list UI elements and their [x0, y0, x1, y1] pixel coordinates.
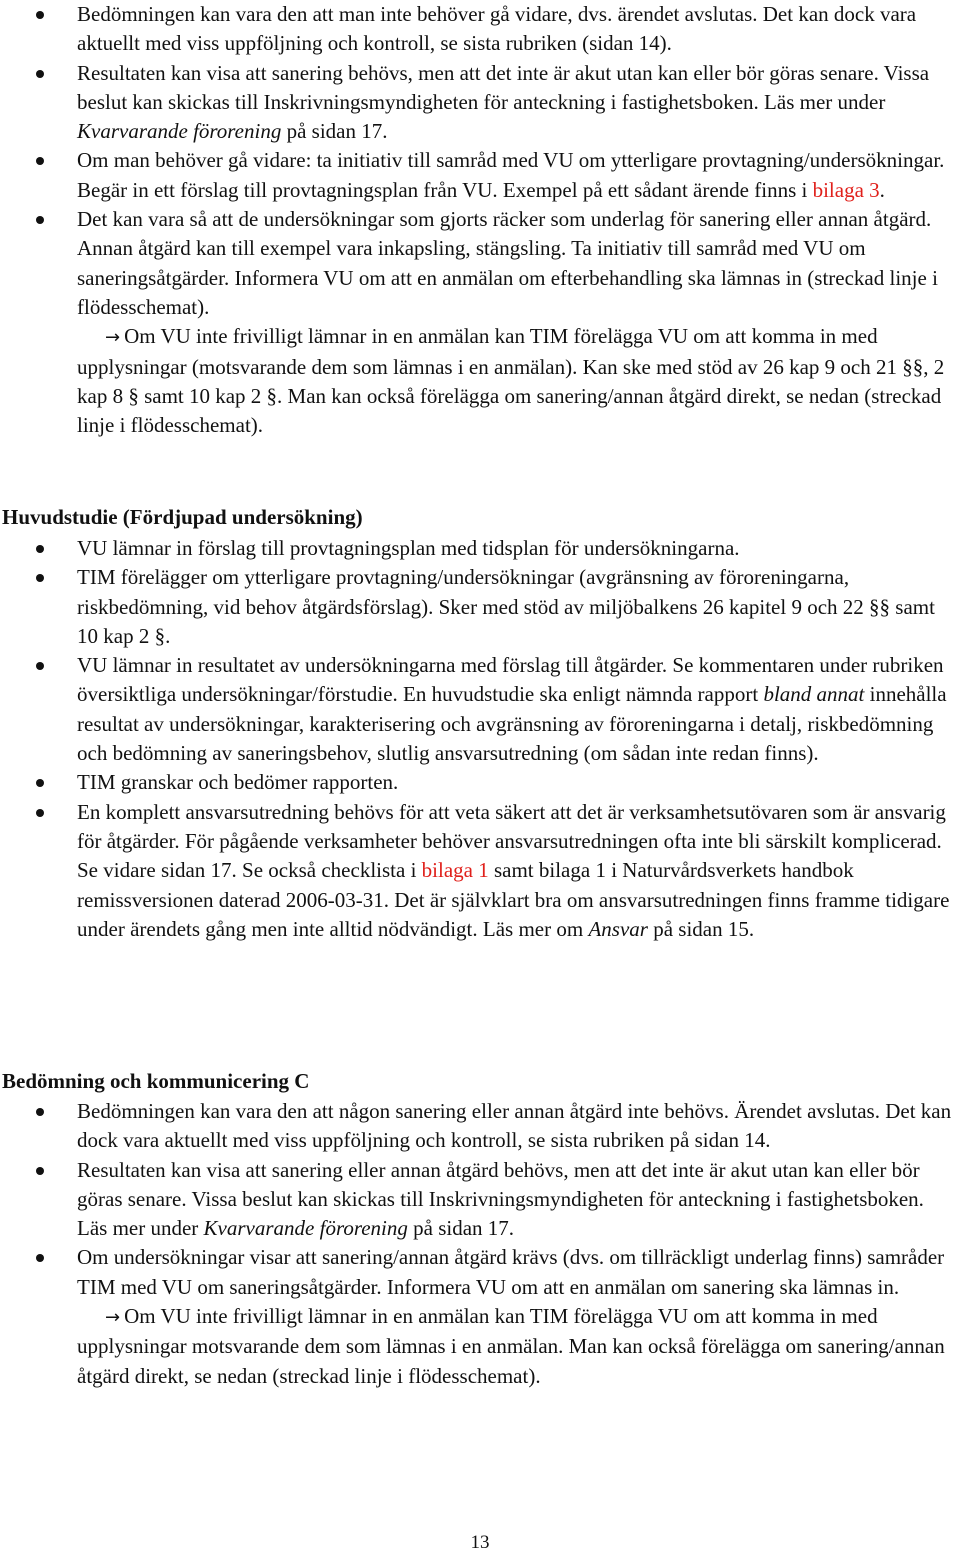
- bullet-text: Resultaten kan visa att sanering behövs, men att det inte är akut utan kan eller bör göras senare. Vissa beslut kan skickas till Inskrivningsmyndigheten för anteckning i fastighetsboken. Läs mer under: [77, 60, 930, 114]
- bullet-icon: [36, 1167, 44, 1175]
- bullet-icon: [36, 809, 44, 817]
- bullet-text: Om undersökningar visar att sanering/annan åtgärd krävs (dvs. om tillräckligt underlag finns) samråder TIM med VU om saneringsåtgärder. Informera VU om att en anmälan om sanering ska lämnas in.: [77, 1245, 945, 1299]
- bullet-text: .: [879, 177, 885, 202]
- italic-emphasis: bland annat: [763, 682, 865, 707]
- bullet-text: Resultaten kan visa att sanering eller annan åtgärd behövs, men att det inte är akut utan kan eller bör göras senare. Vissa beslut kan skickas till Inskrivningsmyndigheten för anteckning i fastighetsboken. Läs mer under: [77, 1157, 924, 1241]
- bullet-icon: [36, 779, 44, 787]
- list-item: [0, 1243, 958, 1390]
- bullet-icon: [36, 574, 44, 582]
- right-arrow-icon: →: [105, 327, 121, 349]
- bullet-text: samt bilaga 1 i Naturvårdsverkets handbok remissversionen daterad 2006-03-31. Det är självklart bra om ansvarsutredningen finns framme tidigare under ärendets gång men inte alltid nödvändigt. Läs mer om: [77, 858, 950, 941]
- list-item: [0, 205, 958, 440]
- bullet-icon: [36, 11, 44, 19]
- arrow-paragraph-text: Om VU inte frivilligt lämnar in en anmälan kan TIM förelägga VU om att komma in med upplysningar (motsvarande dem som lämnas i en anmälan). Kan ske med stöd av 26 kap 9 och 21 §§, 2 kap 8 § samt 10 kap 2 §. Man kan också förelägga om sanering/annan åtgärd direkt, se nedan (streckad linje i flödesschemat).: [77, 324, 945, 438]
- bullet-text: Bedömningen kan vara den att någon sanering eller annan åtgärd inte behövs. Ärendet avslutas. Det kan dock vara aktuellt med viss uppföljning och kontroll, se sista rubriken på sidan 14.: [77, 1099, 952, 1153]
- italic-reference: Kvarvarande förorening: [203, 1216, 408, 1241]
- bullet-text: TIM förelägger om ytterligare provtagning/undersökningar (avgränsning av föroreningarna, riskbedömning, vid behov åtgärdsförslag). Sker med stöd av miljöbalkens 26 kapitel 9 och 22 §§ samt 10 kap 2 §.: [77, 565, 935, 648]
- list-item: [0, 1097, 958, 1156]
- page-number: 13: [470, 1532, 490, 1553]
- bullet-icon: [36, 662, 44, 670]
- bullet-text: innehålla resultat av undersökningar, karakterisering och avgränsning av föroreningarna i detalj, riskbedömning och bedömning av saneringsbehov, slutlig ansvarsutredning (om sådan inte redan finns).: [77, 682, 947, 766]
- section-heading-bedomning: Bedömning och kommunicering C: [2, 1069, 310, 1093]
- bullet-text: VU lämnar in förslag till provtagningsplan med tidsplan för undersökningarna.: [77, 536, 740, 560]
- bilaga-3-link[interactable]: bilaga 3: [812, 177, 880, 202]
- arrow-paragraph-text: Om VU inte frivilligt lämnar in en anmälan kan TIM förelägga VU om att komma in med upplysningar motsvarande dem som lämnas i en anmälan. Man kan också förelägga om sanering/annan åtgärd direkt, se nedan (streckad linje i flödesschemat).: [77, 1304, 945, 1388]
- bullet-text: på sidan 17.: [407, 1216, 515, 1241]
- list-item: [0, 1156, 958, 1244]
- huvudstudie-bullet-list: [0, 534, 958, 944]
- arrow-paragraph: [77, 1302, 956, 1391]
- bullet-text: Om man behöver gå vidare: ta initiativ till samråd med VU om ytterligare provtagning/undersökningar. Begär in ett förslag till provtagningsplan från VU. Exempel på ett sådant ärende finns i: [77, 148, 945, 202]
- bedomning-bullet-list: [0, 1097, 958, 1391]
- bullet-icon: [36, 545, 44, 553]
- bullet-text: Bedömningen kan vara den att man inte behöver gå vidare, dvs. ärendet avslutas. Det kan dock vara aktuellt med viss uppföljning och kontroll, se sista rubriken (sidan 14).: [77, 2, 917, 56]
- right-arrow-icon: →: [105, 1307, 121, 1329]
- italic-reference: Ansvar: [588, 916, 648, 941]
- bullet-text: TIM granskar och bedömer rapporten.: [77, 770, 399, 795]
- bullet-icon: [36, 1108, 44, 1116]
- list-item: [0, 146, 958, 205]
- bullet-icon: [36, 70, 44, 78]
- bullet-text: på sidan 17.: [281, 119, 388, 144]
- list-item: [0, 59, 958, 147]
- bullet-text: En komplett ansvarsutredning behövs för att veta säkert att det är verksamhetsutövaren som är ansvarig för åtgärder. För pågående verksamheter behöver ansvarsutredningen ofta inte bli särskilt komplicerad. Se vidare sidan 17. Se också checklista i: [77, 799, 946, 883]
- bullet-text: på sidan 15.: [647, 916, 755, 941]
- list-item: [0, 768, 958, 797]
- list-item: [0, 798, 958, 944]
- list-item: [0, 534, 958, 563]
- bullet-text: Det kan vara så att de undersökningar som gjorts räcker som underlag för sanering eller annan åtgärd. Annan åtgärd kan till exempel vara inkapsling, stängsling. Ta initiativ till samråd med VU om saneringsåtgärder. Informera VU om att en anmälan om efterbehandling ska lämnas in (streckad linje i flödesschemat).: [77, 207, 938, 319]
- arrow-paragraph: [77, 322, 956, 440]
- bullet-text: VU lämnar in resultatet av undersökningarna med förslag till åtgärder. Se kommentaren under rubriken översiktliga undersökningar/förstudie. En huvudstudie ska enligt nämnda rapport: [77, 653, 944, 707]
- list-item: [0, 651, 958, 768]
- bilaga-1-link[interactable]: bilaga 1: [421, 858, 489, 883]
- italic-reference: Kvarvarande förorening: [77, 119, 282, 144]
- bullet-icon: [36, 157, 44, 165]
- list-item: [0, 563, 958, 651]
- list-item: [0, 0, 958, 59]
- intro-bullet-list: [0, 0, 958, 440]
- bullet-icon: [36, 1254, 44, 1262]
- bullet-icon: [36, 216, 44, 224]
- section-heading-huvudstudie: Huvudstudie (Fördjupad undersökning): [2, 505, 363, 529]
